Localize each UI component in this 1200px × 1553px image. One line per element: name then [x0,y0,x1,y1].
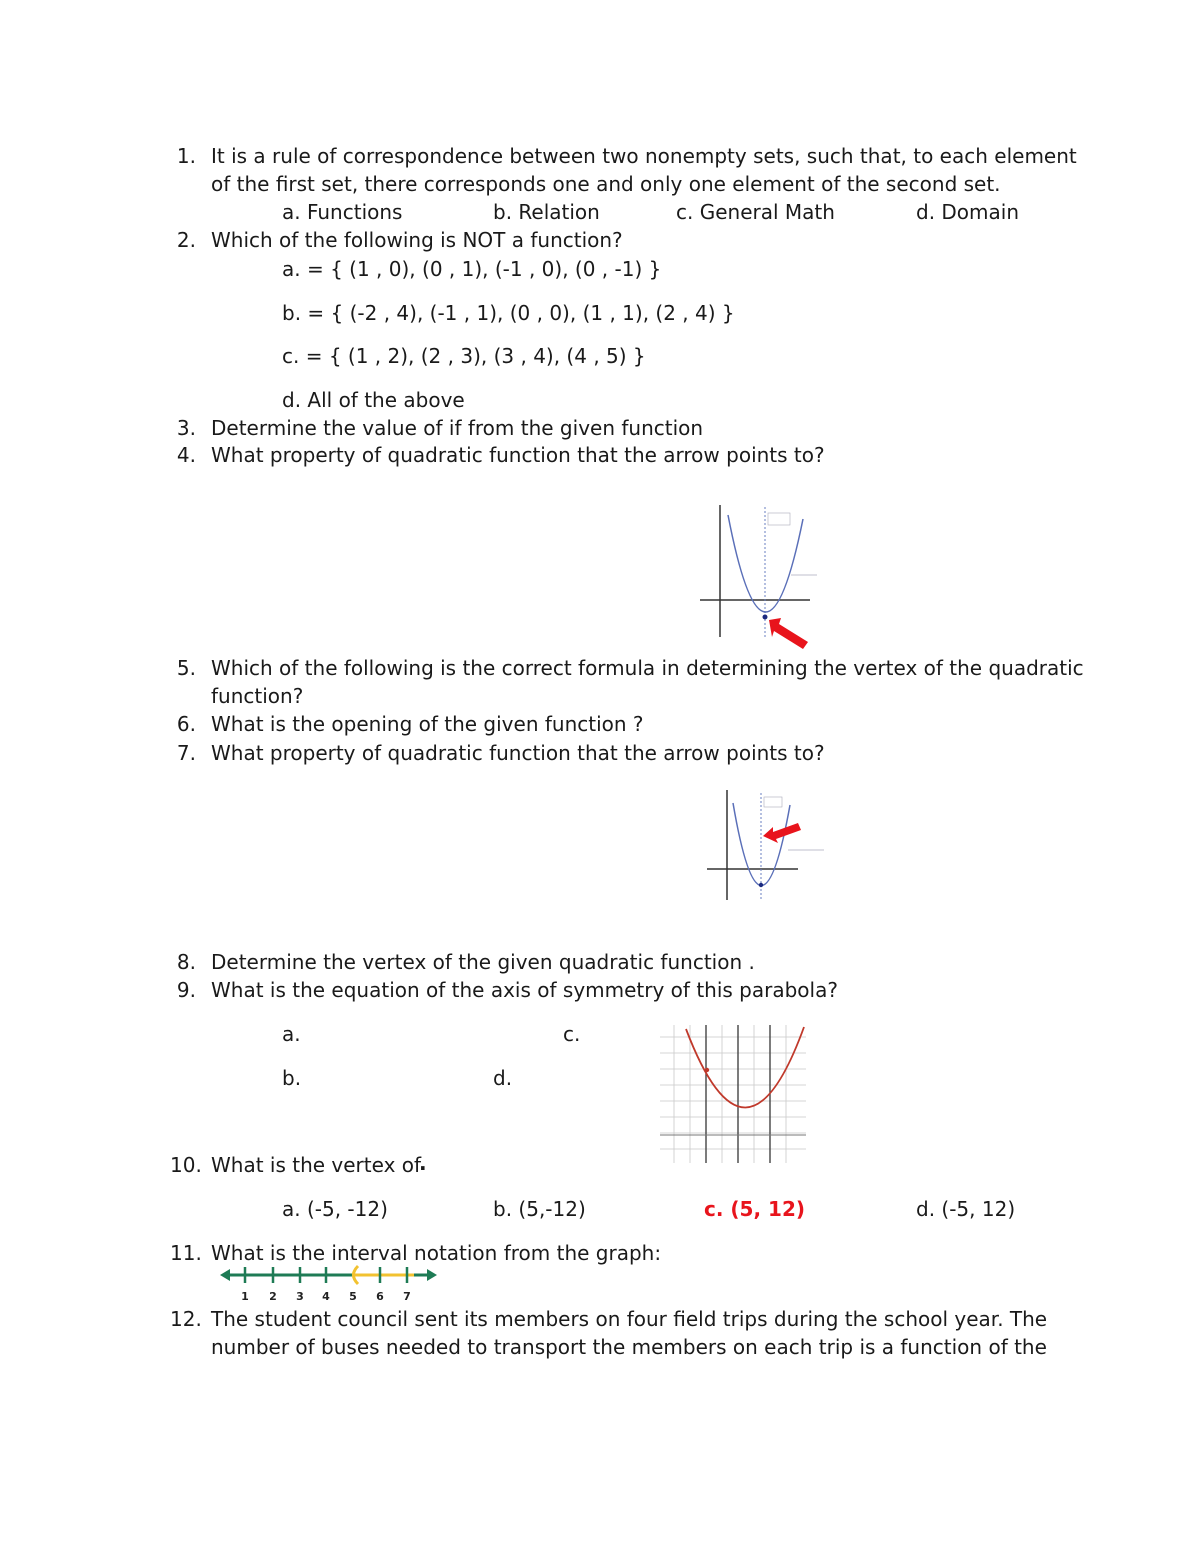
q2-option-b: b. = { (-2 , 4), (-1 , 1), (0 , 0), (1 , 1), (2 , 4) } [282,301,735,325]
parabola-vertex-figure [695,497,820,652]
q10-option-a: a. (-5, -12) [282,1197,388,1221]
numberline-label: 1 [241,1290,249,1303]
major-vertical-lines [706,1025,770,1163]
question-1-text-cont: of the first set, there corresponds one and only one element of the second set. [211,172,1001,196]
numberline-label: 3 [296,1290,304,1303]
question-5-text: Which of the following is the correct formula in determining the vertex of the quadratic [211,656,1084,680]
q10-option-b: b. (5,-12) [493,1197,586,1221]
red-arrow-icon [763,823,801,843]
question-2-text: Which of the following is NOT a function? [211,228,623,252]
numberline-label: 6 [376,1290,384,1303]
numberline-label: 2 [269,1290,277,1303]
question-number: 7. [176,741,196,765]
numberline-label: 5 [349,1290,357,1303]
numberline-label: 7 [403,1290,411,1303]
question-number: 1. [176,144,196,168]
q10-option-d: d. (-5, 12) [916,1197,1016,1221]
q9-option-b: b. [282,1066,302,1090]
question-number: 10. [170,1153,202,1177]
q9-option-a: a. [282,1022,301,1046]
q2-option-a: a. = { (1 , 0), (0 , 1), (-1 , 0), (0 , -1) } [282,257,662,281]
question-number: 5. [176,656,196,680]
red-arrow-icon [769,618,808,649]
period-mark: . [419,1151,427,1175]
q9-option-c: c. [563,1022,581,1046]
q9-option-d: d. [493,1066,513,1090]
formula-label-box [764,797,782,807]
right-arrow-icon [427,1269,437,1281]
question-11-text: What is the interval notation from the graph: [211,1241,662,1265]
number-line [218,1264,444,1304]
vertex-point [763,615,768,620]
question-number: 3. [176,416,196,440]
q1-option-a: a. Functions [282,200,403,224]
question-5-text-cont: function? [211,684,304,708]
question-12-text-cont: number of buses needed to transport the members on each trip is a function of the [211,1335,1047,1359]
question-10-text: What is the vertex of [211,1153,422,1177]
q10-option-c-answer: c. (5, 12) [704,1197,806,1221]
vertex-point [759,883,763,887]
question-number: 8. [176,950,196,974]
left-arrow-icon [220,1269,230,1281]
numberline-label: 4 [322,1290,330,1303]
question-8-text: Determine the vertex of the given quadratic function . [211,950,755,974]
q1-option-b: b. Relation [493,200,600,224]
q2-option-c: c. = { (1 , 2), (2 , 3), (3 , 4), (4 , 5) } [282,344,646,368]
question-9-text: What is the equation of the axis of symmetry of this parabola? [211,978,838,1002]
question-number: 4. [176,443,196,467]
question-6-text: What is the opening of the given function ? [211,712,644,736]
question-4-text: What property of quadratic function that the arrow points to? [211,443,825,467]
formula-label-box [768,513,790,525]
q2-option-d: d. All of the above [282,388,465,412]
question-3-text: Determine the value of if from the given function [211,416,704,440]
parabola-axis-figure [702,785,832,905]
intercept-point [705,1068,709,1072]
question-number: 2. [176,228,196,252]
question-1-text: It is a rule of correspondence between two nonempty sets, such that, to each element [211,144,1077,168]
question-number: 6. [176,712,196,736]
grid-lines [660,1025,806,1163]
question-number: 12. [170,1307,202,1331]
question-number: 11. [170,1241,202,1265]
q1-option-d: d. Domain [916,200,1020,224]
question-number: 9. [176,978,196,1002]
parabola-grid-figure [660,1025,806,1163]
q1-option-c: c. General Math [676,200,835,224]
question-7-text: What property of quadratic function that the arrow points to? [211,741,825,765]
question-12-text: The student council sent its members on four field trips during the school year. The [211,1307,1048,1331]
